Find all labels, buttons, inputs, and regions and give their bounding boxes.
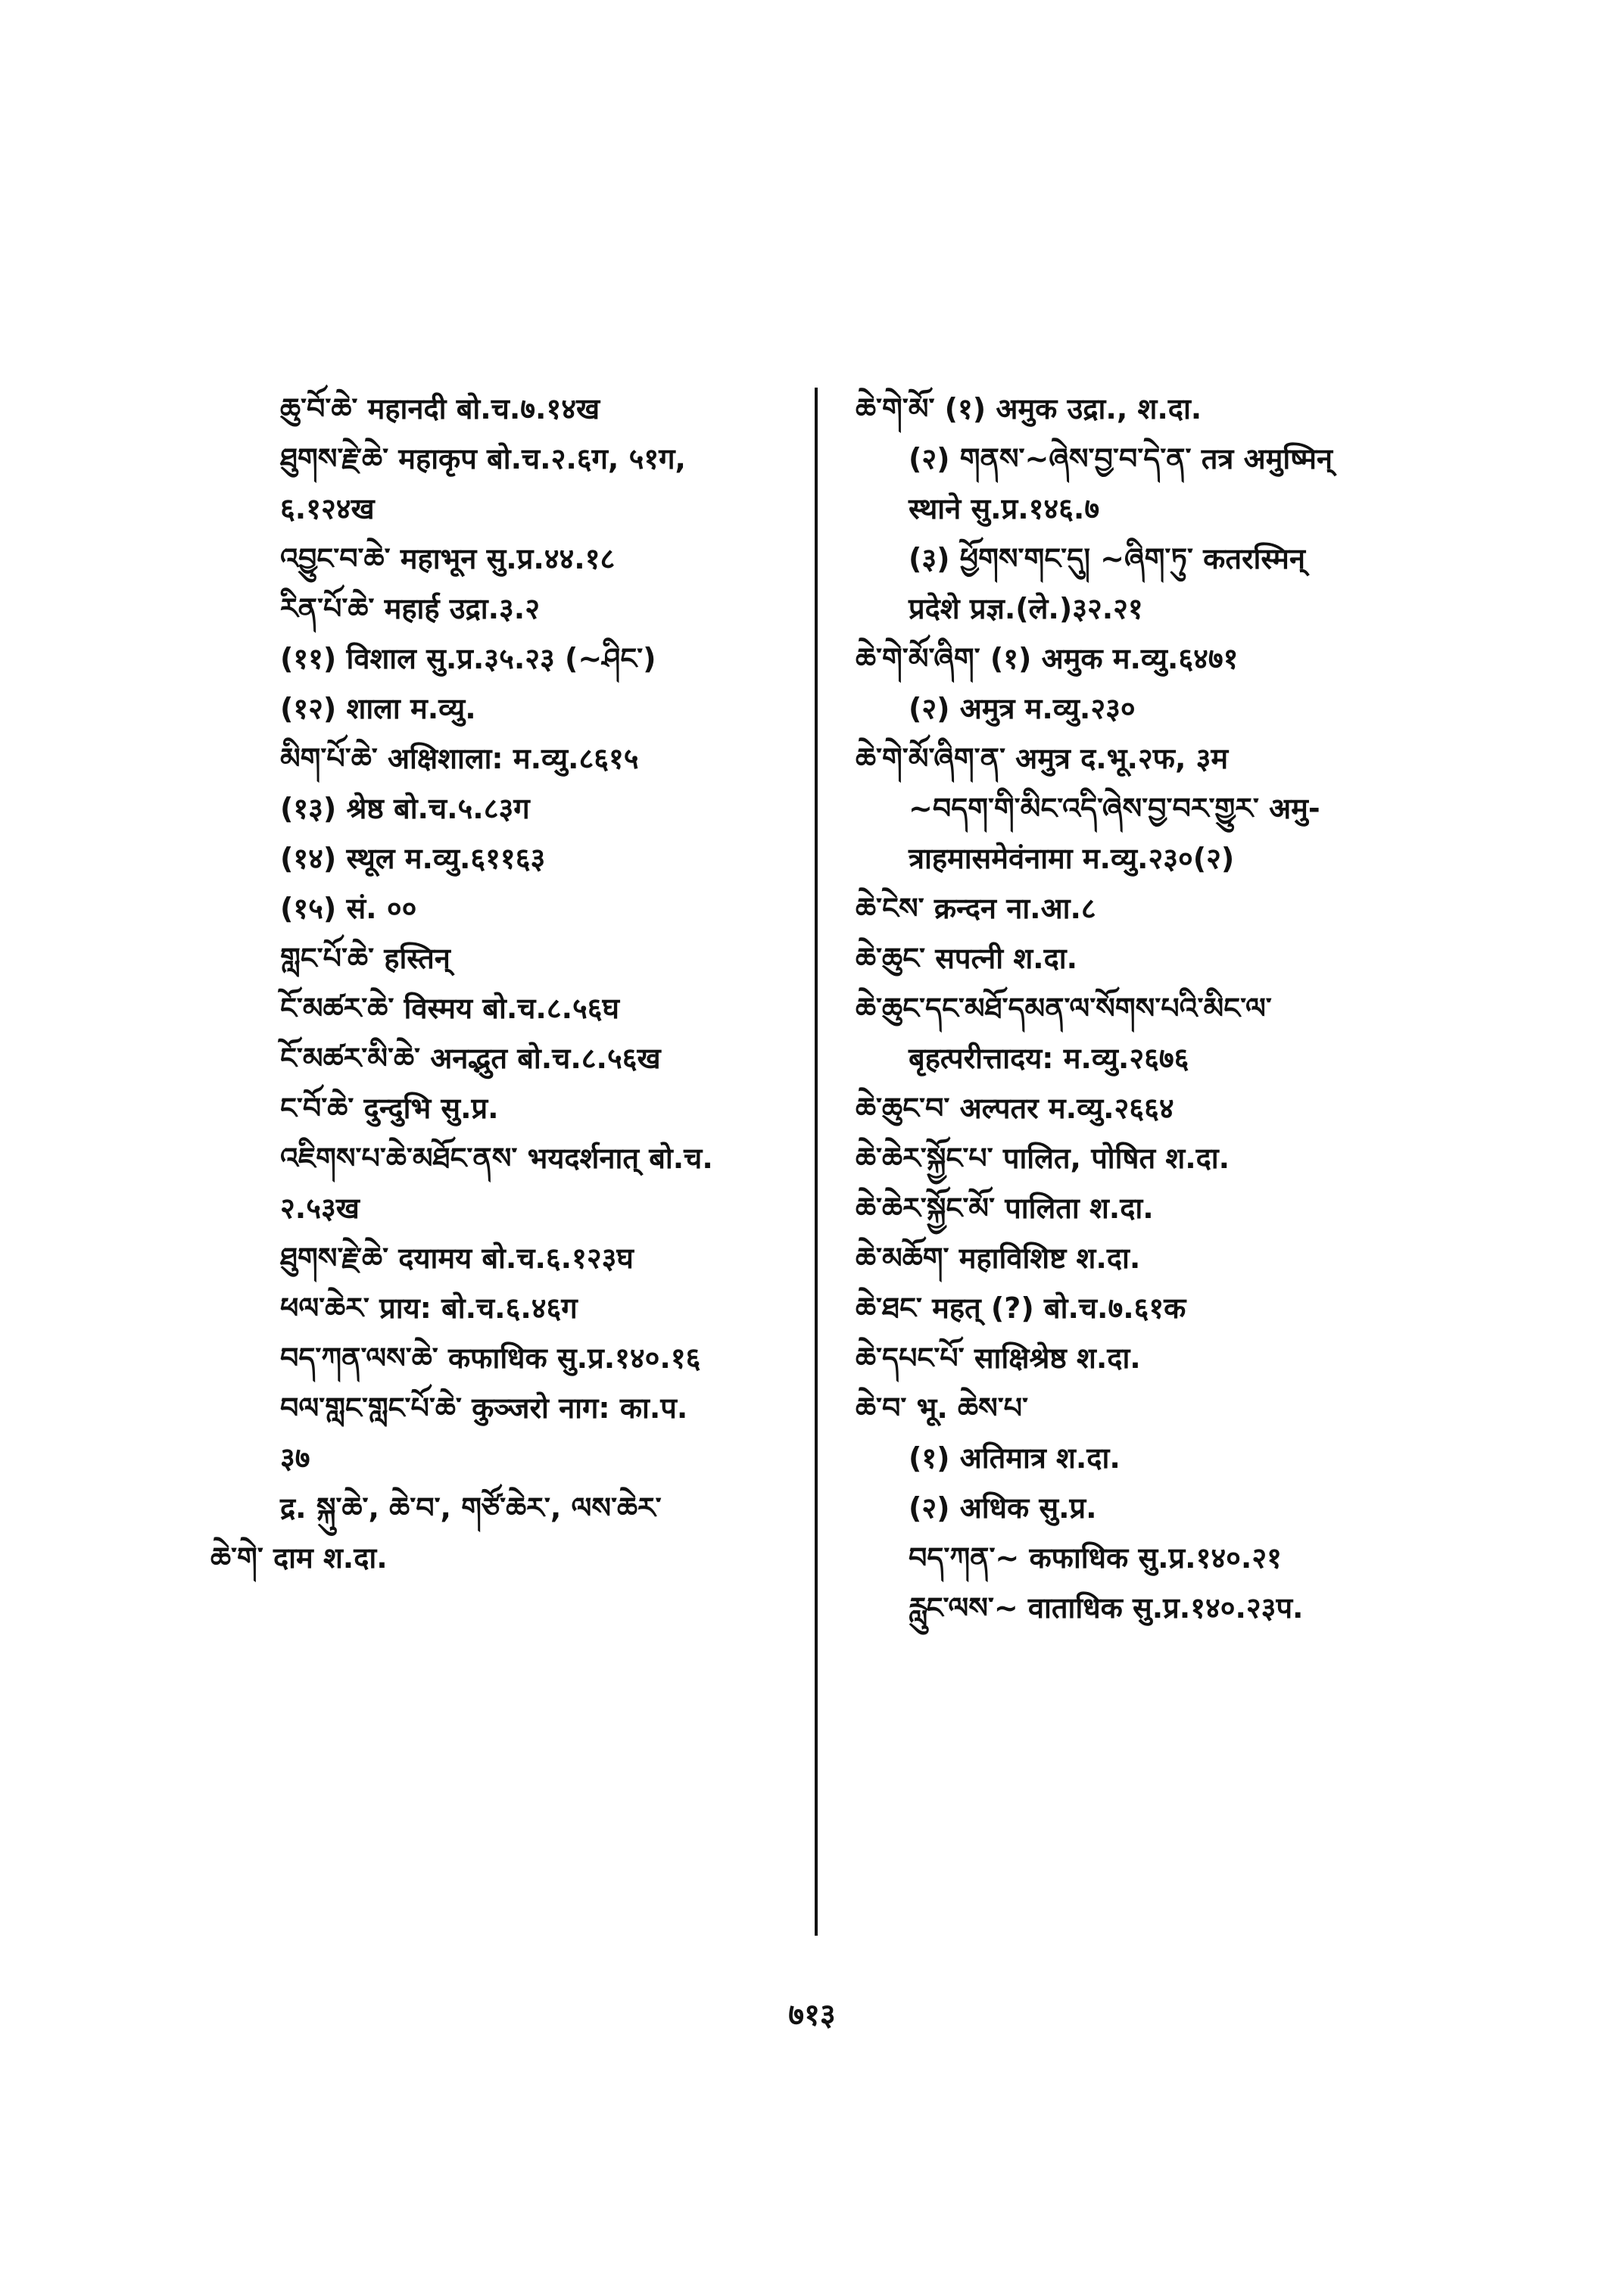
entry-line: बृहत्परीत्तादय: म.व्यु.२६७६ bbox=[909, 1042, 1189, 1075]
entry-line: द्र. སྐུ་ཆེ་, ཆེ་བ་, གཙོ་ཆེར་, ལས་ཆེར་ bbox=[280, 1491, 662, 1525]
entry-line: (१४) स्थूल म.व्यु.६११६३ bbox=[280, 842, 546, 875]
entry-line: བད་ཀན་~ कफाधिक सु.प्र.१४०.२१ bbox=[909, 1541, 1282, 1575]
entry-line: བད་ཀན་ལས་ཆེ་ कफाधिक सु.प्र.१४०.१६ bbox=[280, 1341, 701, 1375]
entry-line: (२) अधिक सु.प्र. bbox=[909, 1491, 1097, 1525]
entry-line: ཆེ་མཆོག་ महाविशिष्ट श.दा. bbox=[856, 1242, 1141, 1275]
entry-line: ६.१२४ख bbox=[280, 492, 375, 525]
entry-line: ངོ་མཚར་ཆེ་ विस्मय बो.च.८.५६घ bbox=[280, 992, 620, 1025]
entry-line: (२) अमुत्र म.व्यु.२३० bbox=[909, 692, 1136, 725]
entry-line: प्रदेशे प्रज्ञ.(ले.)३२.२१ bbox=[909, 592, 1143, 625]
column-divider bbox=[815, 388, 818, 1936]
entry-line: བལ་གླང་གླང་པོ་ཆེ་ कुञ्जरो नाग: का.प. bbox=[280, 1391, 688, 1425]
entry-line: ཆེ་དཔང་པོ་ साक्षिश्रेष्ठ श.दा. bbox=[856, 1341, 1141, 1375]
entry-line: ཆེ་གེ་མོ་ (१) अमुक उद्रा., श.दा. bbox=[856, 392, 1202, 425]
entry-line: ཆེ་ཆུང་དང་མཐོ་དམན་ལ་སོགས་པའི་མིང་ལ་ bbox=[856, 992, 1272, 1025]
entry-line: ཆེ་ཐང་ महत् (?) बो.च.७.६१क bbox=[856, 1291, 1186, 1325]
entry-line: ཐུགས་རྗེ་ཆེ་ दयामय बो.च.६.१२३घ bbox=[280, 1242, 634, 1275]
entry-line: (३) ཕྱོགས་གང་དུ། ~ཞིག་ཏུ་ कतरस्मिन् bbox=[909, 542, 1305, 575]
entry-line: མིག་པོ་ཆེ་ अक्षिशाला: म.व्यु.८६१५ bbox=[280, 742, 639, 775]
entry-line: ཆེ་ཆུང་ सपत्नी श.दा. bbox=[856, 942, 1078, 975]
entry-line: རླུང་ལས་~ वाताधिक सु.प्र.१४०.२३प. bbox=[909, 1591, 1304, 1625]
entry-line: གླང་པོ་ཆེ་ हस्तिन् bbox=[280, 942, 450, 975]
entry-line: ३७ bbox=[280, 1441, 310, 1475]
entry-line: འབྱུང་བ་ཆེ་ महाभून सु.प्र.४४.१८ bbox=[280, 542, 616, 575]
entry-line: २.५३ख bbox=[280, 1192, 360, 1225]
entry-line: ཆེ་ཆེར་སྐྱོང་པ་ पालित, पोषित श.दा. bbox=[856, 1142, 1230, 1175]
page-number: ७१३ bbox=[788, 1998, 836, 2033]
entry-line: ཆེ་ཆེར་སྐྱོང་མོ་ पालिता श.दा. bbox=[856, 1192, 1154, 1225]
entry-line: ཆེ་ཆུང་བ་ अल्पतर म.व्यु.२६६४ bbox=[856, 1092, 1174, 1125]
entry-line: स्थाने सु.प्र.१४६.७ bbox=[909, 492, 1100, 525]
entry-line: ~བདག་གི་མིང་འདི་ཞེས་བྱ་བར་གྱུར་ अमु- bbox=[909, 792, 1320, 825]
entry-line: ཆེ་ངེས་ क्रन्दन ना.आ.८ bbox=[856, 892, 1096, 925]
entry-line: ཐུགས་རྗེ་ཆེ་ महाकृप बो.च.२.६ग, ५१ग, bbox=[280, 442, 686, 475]
entry-line: ཆུ་བོ་ཆེ་ महानदी बो.च.७.१४ख bbox=[280, 392, 600, 425]
entry-line: (१२) शाला म.व्यु. bbox=[280, 692, 476, 725]
entry-line: (१५) सं. ०० bbox=[280, 892, 417, 925]
entry-line: (१) अतिमात्र श.दा. bbox=[909, 1441, 1121, 1475]
entry-line: ཆེ་གེ་ दाम श.दा. bbox=[210, 1541, 388, 1575]
entry-line: ང་བོ་ཆེ་ दुन्दुभि सु.प्र. bbox=[280, 1092, 499, 1125]
entry-line: ཆེ་གེ་མོ་ཞིག་ (१) अमुक म.व्यु.६४७१ bbox=[856, 642, 1239, 675]
entry-line: ངོ་མཚར་མི་ཆེ་ अनद्भुत बो.च.८.५६ख bbox=[280, 1042, 661, 1075]
entry-line: त्राहमासमेवंनामा म.व्यु.२३०(२) bbox=[909, 842, 1235, 875]
entry-line: (२) གནས་~ཞེས་བྱ་བ་དེ་ན་ तत्र अमुष्मिन् bbox=[909, 442, 1333, 475]
entry-line: ཆེ་བ་ भू. ཆེས་པ་ bbox=[856, 1391, 1029, 1425]
entry-line: ཆེ་གེ་མོ་ཞིག་ན་ अमुत्र द.भू.२फ, ३म bbox=[856, 742, 1229, 775]
entry-line: ཕལ་ཆེར་ प्राय: बो.च.६.४६ग bbox=[280, 1291, 578, 1325]
entry-line: (१३) श्रेष्ठ बो.च.५.८३ग bbox=[280, 792, 530, 825]
entry-line: (११) विशाल सु.प्र.३५.२३ (~ཤིང་) bbox=[280, 642, 656, 675]
entry-line: རིན་པོ་ཆེ་ महार्ह उद्रा.३.२ bbox=[280, 592, 540, 625]
entry-line: འཇིགས་པ་ཆེ་མཐོང་ནས་ भयदर्शनात् बो.च. bbox=[280, 1142, 713, 1175]
